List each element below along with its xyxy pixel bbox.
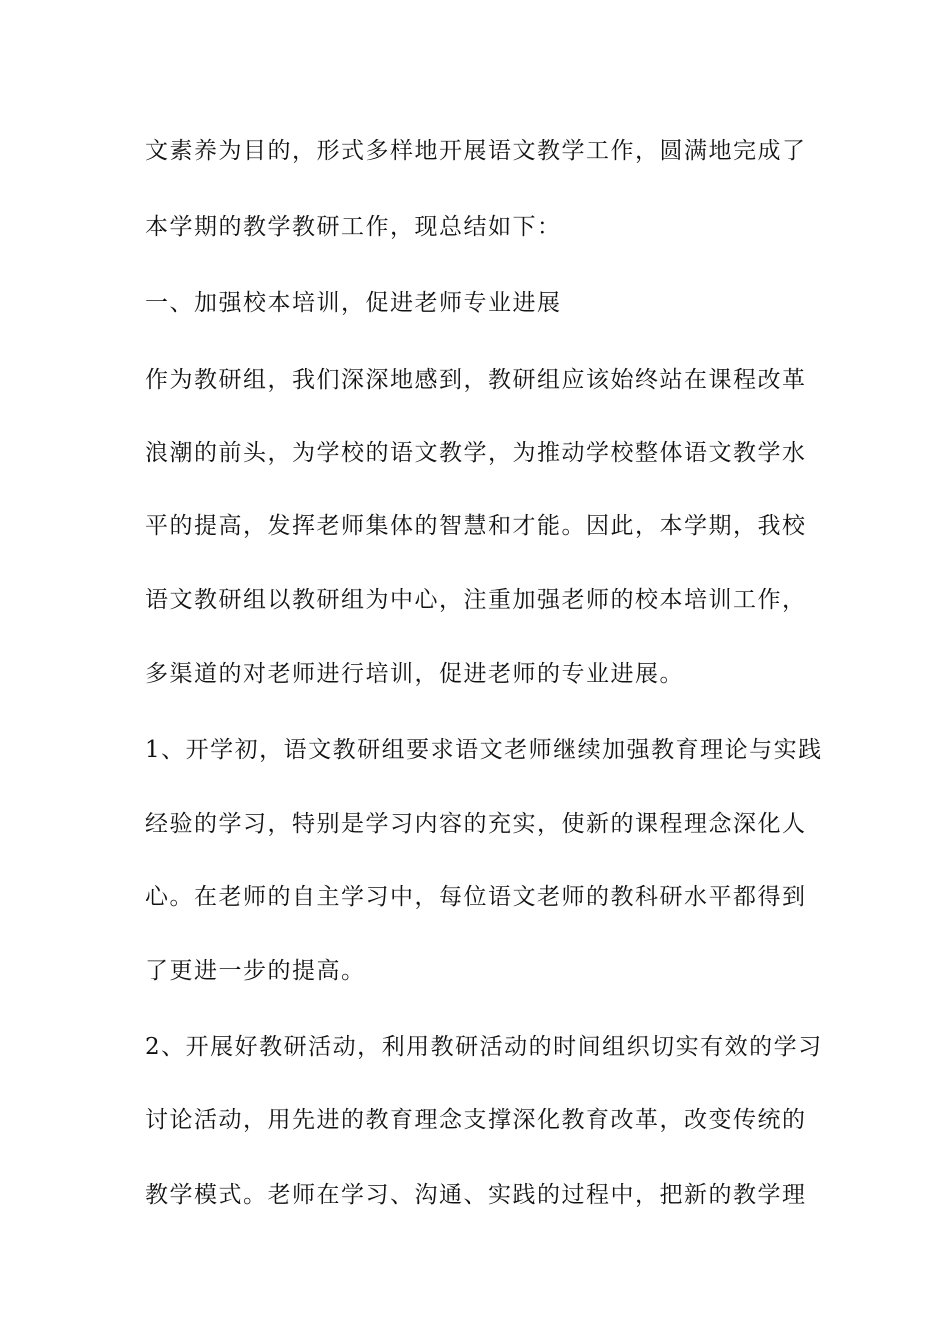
text-line: 经验的学习，特别是学习内容的充实，使新的课程理念深化人 (145, 811, 807, 837)
text-line: 文素养为目的，形式多样地开展语文教学工作，圆满地完成了 (145, 138, 807, 164)
text-line: 作为教研组，我们深深地感到，教研组应该始终站在课程改革 (145, 367, 807, 393)
text-line: 浪潮的前头，为学校的语文教学，为推动学校整体语文教学水 (145, 440, 807, 466)
text-line: 多渠道的对老师进行培训，促进老师的专业进展。 (145, 661, 684, 687)
section-heading: 一、加强校本培训，促进老师专业进展 (145, 290, 562, 316)
text-line: 平的提高，发挥老师集体的智慧和才能。因此，本学期，我校 (145, 513, 807, 539)
text-line: 1、开学初，语文教研组要求语文老师继续加强教育理论与实践 (145, 737, 823, 763)
text-line: 讨论活动，用先进的教育理念支撑深化教育改革，改变传统的 (145, 1107, 807, 1133)
text-line: 语文教研组以教研组为中心，注重加强老师的校本培训工作， (145, 587, 807, 613)
text-line: 心。在老师的自主学习中，每位语文老师的教科研水平都得到 (145, 884, 807, 910)
text-line: 教学模式。老师在学习、沟通、实践的过程中，把新的教学理 (145, 1182, 807, 1208)
text-line: 了更进一步的提高。 (145, 958, 366, 984)
text-line: 2、开展好教研活动，利用教研活动的时间组织切实有效的学习 (145, 1034, 823, 1060)
text-line: 本学期的教学教研工作，现总结如下： (145, 214, 562, 240)
